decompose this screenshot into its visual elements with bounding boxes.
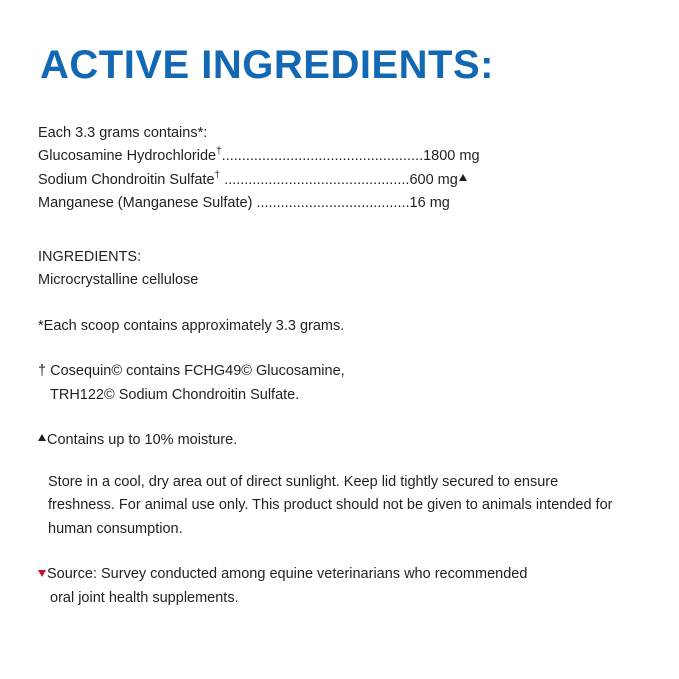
- triangle-up-icon: [38, 434, 46, 441]
- triangle-up-icon: [459, 174, 467, 181]
- table-row: [38, 192, 641, 215]
- ingredient-name: Glucosamine Hydrochloride: [38, 148, 217, 165]
- table-row: [38, 169, 641, 192]
- source-note: [38, 563, 641, 610]
- leader-dots: ......................................: [252, 195, 410, 212]
- storage-statement: Store in a cool, dry area out of direct sunlight. Keep lid tightly secured to ensure freshness. For animal use only. This product should not be given to animals intended for human consumption.: [48, 473, 613, 537]
- footnote-triangle: [38, 429, 641, 452]
- footnote-dagger-line1: † Cosequin© contains FCHG49© Glucosamine,: [38, 363, 345, 380]
- ingredient-name: Manganese (Manganese Sulfate): [38, 195, 253, 212]
- leader-dots: ..................................................: [221, 148, 424, 165]
- leader-dots: ..............................................: [220, 171, 410, 188]
- page-title: ACTIVE INGREDIENTS:: [40, 43, 494, 87]
- actives-intro: Each 3.3 grams contains*:: [38, 125, 208, 141]
- ingredient-amount: 16 mg: [409, 195, 450, 212]
- ingredient-amount: 1800 mg: [423, 148, 480, 165]
- ingredients-value: Microcrystalline cellulose: [38, 272, 199, 289]
- ingredients-heading: INGREDIENTS:: [38, 248, 142, 265]
- footnote-dagger: [38, 360, 641, 407]
- footnote-dagger-line2: TRH122© Sodium Chondroitin Sulfate.: [50, 386, 300, 403]
- footnote-triangle-text: Contains up to 10% moisture.: [47, 432, 238, 449]
- table-row: [38, 145, 641, 168]
- inactive-ingredients-section: [38, 246, 641, 293]
- source-line2: oral joint health supplements.: [50, 589, 239, 606]
- triangle-down-icon: [38, 570, 46, 577]
- dagger-marker: †: [214, 170, 221, 182]
- ingredient-name: Sodium Chondroitin Sulfate: [38, 171, 215, 188]
- source-line1: Source: Survey conducted among equine veterinarians who recommended: [47, 566, 528, 583]
- footnote-asterisk: *Each scoop contains approximately 3.3 grams.: [38, 317, 345, 334]
- active-ingredients-panel: [38, 122, 641, 216]
- dagger-marker: †: [216, 146, 222, 158]
- ingredient-amount: 600 mg: [409, 171, 458, 188]
